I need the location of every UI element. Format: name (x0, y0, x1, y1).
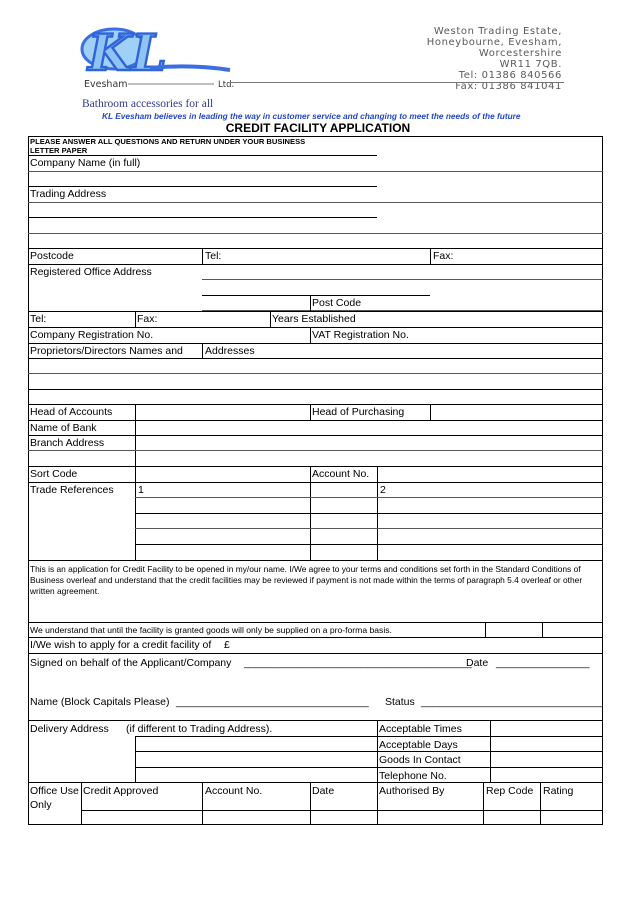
goods-in-contact-label: Goods In Contact (379, 754, 461, 766)
delivery-note: (if different to Trading Address). (126, 723, 273, 735)
block-capitals-label: Name (Block Capitals Please) (30, 696, 170, 708)
header-rule (230, 82, 564, 83)
tel-label: Tel: (205, 250, 222, 262)
years-established-label: Years Established (272, 313, 356, 325)
tagline: Bathroom accessories for all (82, 98, 214, 110)
authorised-by-label: Authorised By (379, 785, 445, 797)
logo-ltd: Ltd. (218, 80, 235, 90)
date-label: Date (466, 657, 489, 669)
vat-registration-label: VAT Registration No. (312, 329, 409, 341)
form-right-border (602, 136, 603, 825)
instruction-line-1: PLEASE ANSWER ALL QUESTIONS AND RETURN UNDER YOUR BUSINESS (30, 137, 306, 146)
kl-evesham-logo (80, 24, 240, 96)
credit-approved-label: Credit Approved (83, 785, 159, 797)
acceptable-times-label: Acceptable Times (379, 723, 462, 735)
account-no-label: Account No. (312, 468, 370, 480)
company-address: Weston Trading Estate, Honeybourne, Evesham, Worcestershire WR11 7QB. Tel: 01386 840566 Fax: 01386 841041 (426, 26, 562, 92)
status-label: Status (385, 696, 415, 708)
post-code-label: Post Code (312, 297, 362, 309)
addresses-label: Addresses (205, 345, 255, 357)
credit-application-form (28, 136, 603, 825)
fax-label: Fax: (433, 250, 454, 262)
name-of-bank-label: Name of Bank (30, 422, 97, 434)
company-name-label: Company Name (in full) (30, 157, 141, 169)
form-left-border (28, 136, 29, 825)
head-of-purchasing-label: Head of Purchasing (312, 406, 405, 418)
office-account-no-label: Account No. (205, 785, 263, 797)
trade-references-label: Trade References (30, 484, 114, 496)
postcode-label: Postcode (30, 250, 74, 262)
rating-label: Rating (543, 785, 574, 797)
logo-evesham: Evesham (84, 79, 128, 90)
proprietors-label: Proprietors/Directors Names and (30, 345, 183, 357)
logo-letters: KL (88, 24, 167, 82)
proforma-text: We understand that until the facility is granted goods will only be supplied on a pro-forma basis. (30, 625, 392, 635)
telephone-no-label: Telephone No. (379, 770, 447, 782)
signature-line[interactable]: _______________________________________ (244, 657, 472, 669)
tel-label-2: Tel: (30, 313, 47, 325)
company-registration-label: Company Registration No. (30, 329, 154, 341)
date-line[interactable]: ________________ (496, 657, 590, 669)
office-use-only-label: Only (30, 799, 52, 811)
pound-sign: £ (224, 639, 230, 651)
acceptable-days-label: Acceptable Days (379, 739, 458, 751)
branch-address-label: Branch Address (30, 437, 105, 449)
signed-label: Signed on behalf of the Applicant/Company (30, 657, 232, 669)
office-use-label: Office Use (30, 785, 79, 797)
trade-ref-2-label: 2 (380, 484, 386, 496)
form-title: CREDIT FACILITY APPLICATION (225, 121, 411, 135)
instruction-line-2: LETTER PAPER (30, 146, 88, 155)
agreement-text: This is an application for Credit Facility to be opened in my/our name. I/We agree to your terms and conditions set forth in the Standard Conditions of Business overleaf and understand that the credit facilities may be reviewed if payment is not made within the terms of paragraph 5.4 overleaf or other written agreement. (30, 564, 583, 596)
office-date-label: Date (312, 785, 335, 797)
trade-ref-1-label: 1 (138, 484, 144, 496)
fax-label-2: Fax: (137, 313, 158, 325)
rep-code-label: Rep Code (486, 785, 534, 797)
sort-code-label: Sort Code (30, 468, 78, 480)
trading-address-label: Trading Address (30, 188, 107, 200)
head-of-accounts-label: Head of Accounts (30, 406, 113, 418)
registered-office-label: Registered Office Address (30, 266, 152, 278)
mission-statement: KL Evesham believes in leading the way in customer service and changing to meet the needs of the future (102, 111, 521, 121)
name-line[interactable]: _________________________________ (176, 696, 369, 708)
credit-amount-label: I/We wish to apply for a credit facility of (30, 639, 212, 651)
delivery-address-label: Delivery Address (30, 723, 109, 735)
status-line[interactable]: _______________________________ (421, 696, 603, 708)
